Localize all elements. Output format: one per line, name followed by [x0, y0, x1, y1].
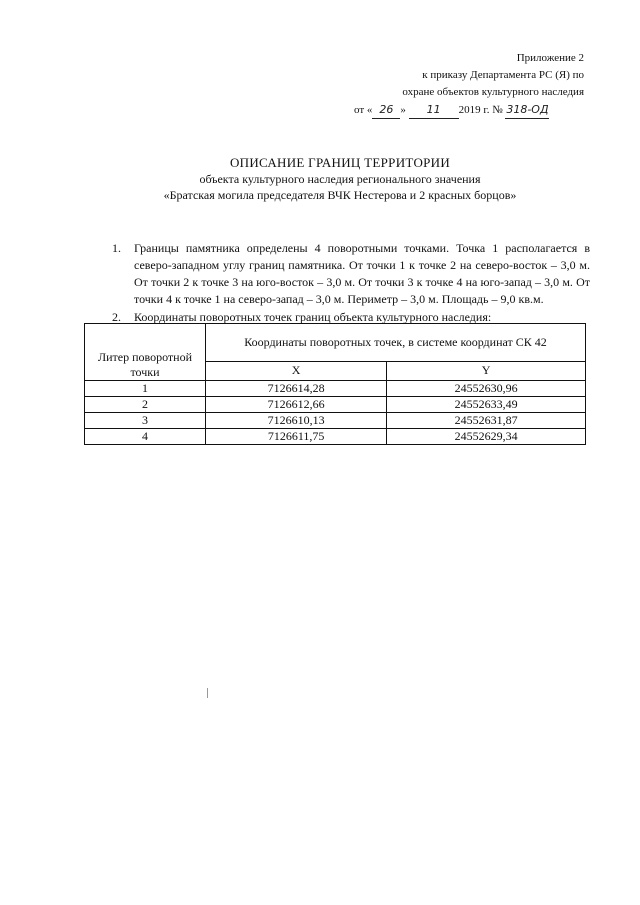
cell-x: 7126612,66: [206, 397, 387, 413]
list-item-number: 1.: [112, 241, 121, 255]
description-list: [112, 240, 590, 326]
cell-x: 7126614,28: [206, 381, 387, 397]
date-day: 26: [372, 101, 400, 119]
order-number: 318-ОД: [505, 101, 549, 119]
cell-point: 3: [85, 413, 206, 429]
cell-y: 24552629,34: [387, 429, 586, 445]
cell-x: 7126610,13: [206, 413, 387, 429]
title-block: [120, 154, 560, 203]
table-row: [85, 429, 586, 445]
column-header-x: X: [206, 361, 387, 380]
annex-date-number-line: [354, 101, 584, 119]
annex-title: Приложение 2: [516, 52, 584, 64]
document-title: ОПИСАНИЕ ГРАНИЦ ТЕРРИТОРИИ: [229, 155, 451, 170]
date-year: 2019 г. №: [458, 104, 503, 116]
table-row: [85, 381, 586, 397]
date-month: 11: [409, 101, 459, 119]
scan-artifact-mark: [207, 688, 210, 698]
date-mid: »: [400, 104, 406, 116]
list-item-text: Координаты поворотных точек границ объекта культурного наследия:: [134, 310, 492, 324]
column-header-y: Y: [387, 361, 586, 380]
cell-y: 24552633,49: [387, 397, 586, 413]
object-name: «Братская могила председателя ВЧК Нестерова и 2 красных борцов»: [163, 188, 517, 202]
column-header-coordinates: Координаты поворотных точек, в системе координат СК 42: [206, 324, 586, 362]
cell-point: 4: [85, 429, 206, 445]
list-item-number: 2.: [112, 310, 121, 324]
annex-header: [354, 50, 584, 119]
annex-department-line: охране объектов культурного наследия: [402, 86, 584, 98]
list-item: [112, 240, 590, 308]
table-row: [85, 397, 586, 413]
document-subtitle: объекта культурного наследия регионального значения: [199, 172, 481, 186]
cell-y: 24552631,87: [387, 413, 586, 429]
list-item-text: Границы памятника определены 4 поворотными точками. Точка 1 располагается в северо-западном углу границ памятника. От точки 1 к точке 2 на северо-восток – 3,0 м. От точки 2 к точке 3 на юго-восток – 3,0 м. От точки 3 к точке 4 на юго-запад – 3,0 м. От точки 4 к точке 1 на северо-запад – 3,0 м. Периметр – 3,0 м. Площадь – 9,0 кв.м.: [134, 241, 590, 306]
annex-order-line: к приказу Департамента РС (Я) по: [422, 69, 584, 81]
cell-x: 7126611,75: [206, 429, 387, 445]
cell-y: 24552630,96: [387, 381, 586, 397]
cell-point: 2: [85, 397, 206, 413]
table-row: [85, 413, 586, 429]
coordinates-table: [84, 323, 586, 445]
cell-point: 1: [85, 381, 206, 397]
date-prefix: от «: [354, 104, 373, 116]
column-header-point: Литер поворотной точки: [85, 324, 206, 381]
